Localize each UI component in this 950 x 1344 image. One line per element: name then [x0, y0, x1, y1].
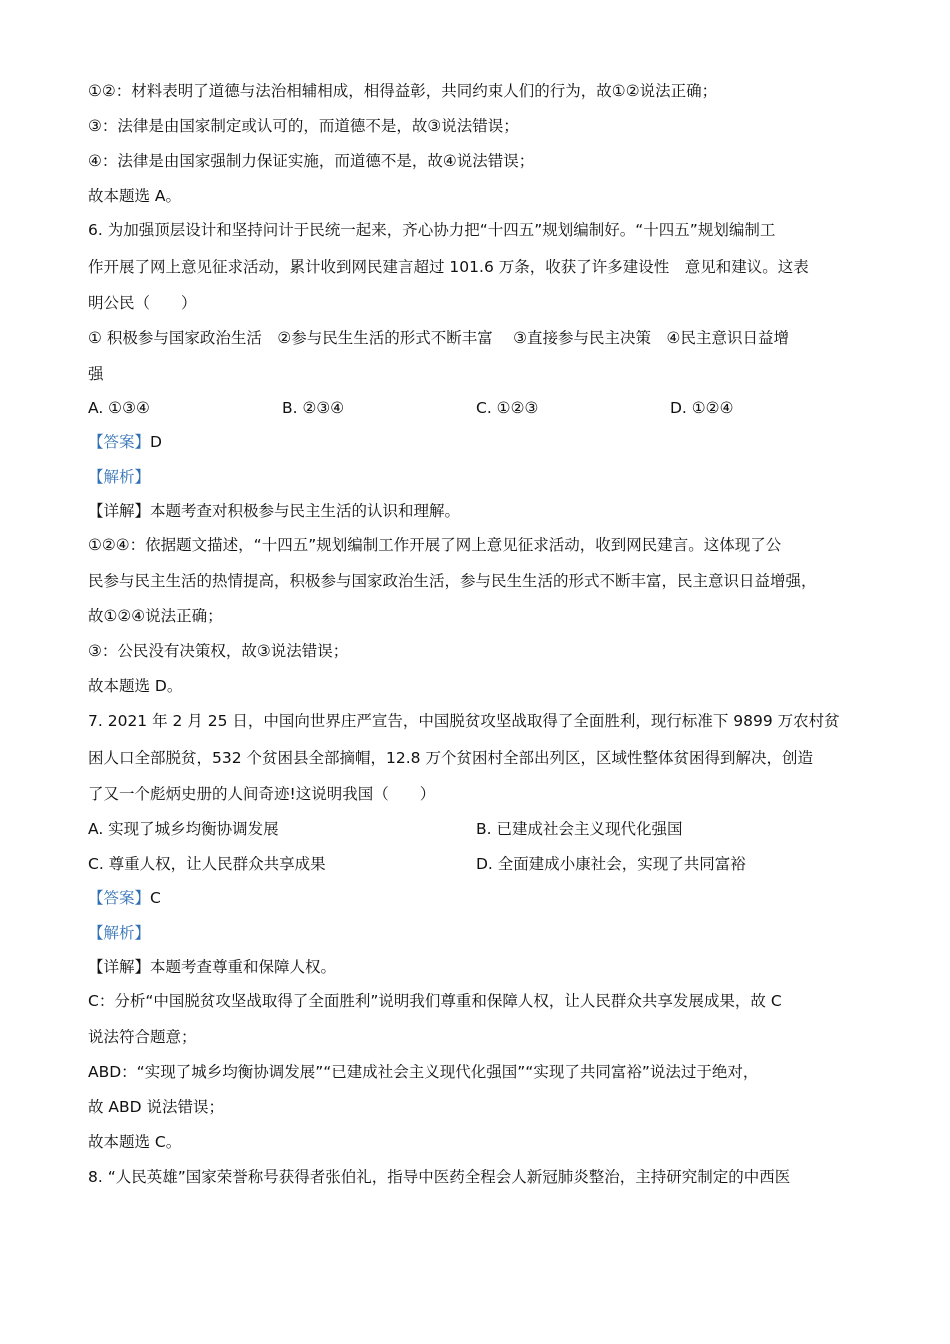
q7-answer-tag: 【答案】 [88, 889, 151, 907]
q6-detail-line-3: 民参与民主生活的热情提高，积极参与国家政治生活，参与民生生活的形式不断丰富，民主意识日益增强， [88, 572, 817, 590]
q6-answer-value: D [150, 433, 162, 451]
q7-analysis-tag: 【解析】 [88, 924, 151, 942]
q5-analysis-line-3: ④：法律是由国家强制力保证实施，而道德不是，故④说法错误； [88, 152, 535, 170]
q6-detail-line-1: 【详解】本题考查对积极参与民主生活的认识和理解。 [88, 502, 461, 520]
q6-detail-line-4: 故①②④说法正确； [88, 607, 223, 625]
q7-option-d: D. 全面建成小康社会，实现了共同富裕 [476, 855, 746, 873]
q5-analysis-line-1: ①②：材料表明了道德与法治相辅相成，相得益彰，共同约束人们的行为，故①②说法正确； [88, 82, 718, 100]
q5-conclusion: 故本题选 A。 [88, 187, 182, 205]
q7-detail-line-4: ABD：“实现了城乡均衡协调发展”“已建成社会主义现代化强国”“实现了共同富裕”说法过于绝对， [88, 1063, 759, 1081]
q6-option-c: C. ①②③ [476, 399, 539, 417]
q6-answer-tag: 【答案】 [88, 433, 151, 451]
q6-option-b: B. ②③④ [282, 399, 345, 417]
q6-detail-line-6: 故本题选 D。 [88, 677, 183, 695]
q6-option-a: A. ①③④ [88, 399, 150, 417]
q7-detail-line-2: C：分析“中国脱贫攻坚战取得了全面胜利”说明我们尊重和保障人权，让人民群众共享发展成果，故 C [88, 992, 782, 1010]
q6-stem-line-3: 明公民（ ） [88, 294, 197, 312]
q7-answer [88, 887, 161, 909]
q7-option-c: C. 尊重人权，让人民群众共享成果 [88, 855, 326, 873]
q7-stem-line-1: 7. 2021 年 2 月 25 日，中国向世界庄严宣告，中国脱贫攻坚战取得了全面胜利，现行标准下 9899 万农村贫 [88, 712, 840, 730]
q7-detail-line-5: 故 ABD 说法错误； [88, 1098, 225, 1116]
q6-answer [88, 431, 162, 453]
q7-stem-line-2: 困人口全部脱贫，532 个贫困县全部摘帽，12.8 万个贫困村全部出列区，区域性整体贫困得到解决，创造 [88, 749, 813, 767]
q7-answer-value: C [150, 889, 161, 907]
q8-stem-line-1: 8. “人民英雄”国家荣誉称号获得者张伯礼，指导中医药全程会人新冠肺炎整治，主持研究制定的中西医 [88, 1168, 791, 1186]
q7-stem-line-3: 了又一个彪炳史册的人间奇迹!这说明我国（ ） [88, 785, 436, 803]
q7-detail-line-3: 说法符合题意； [88, 1028, 197, 1046]
q7-option-b: B. 已建成社会主义现代化强国 [476, 820, 683, 838]
q7-option-a: A. 实现了城乡均衡协调发展 [88, 820, 279, 838]
q6-option-d: D. ①②④ [670, 399, 734, 417]
q6-items-line-1: ① 积极参与国家政治生活 ②参与民生生活的形式不断丰富 ③直接参与民主决策 ④民主意识日益增 [88, 329, 789, 347]
q6-stem-line-2: 作开展了网上意见征求活动，累计收到网民建言超过 101.6 万条，收获了许多建设性 意见和建议。这表 [88, 258, 809, 276]
q5-analysis-line-2: ③：法律是由国家制定或认可的，而道德不是，故③说法错误； [88, 117, 519, 135]
q6-stem-line-1: 6. 为加强顶层设计和坚持问计于民统一起来，齐心协力把“十四五”规划编制好。“十四五”规划编制工 [88, 221, 776, 239]
q6-items-line-2: 强 [88, 365, 104, 383]
q6-detail-line-2: ①②④：依据题文描述，“十四五”规划编制工作开展了网上意见征求活动，收到网民建言。这体现了公 [88, 536, 782, 554]
q7-detail-line-6: 故本题选 C。 [88, 1133, 182, 1151]
q6-analysis-tag: 【解析】 [88, 468, 151, 486]
q6-detail-line-5: ③：公民没有决策权，故③说法错误； [88, 642, 349, 660]
q7-detail-line-1: 【详解】本题考查尊重和保障人权。 [88, 958, 337, 976]
